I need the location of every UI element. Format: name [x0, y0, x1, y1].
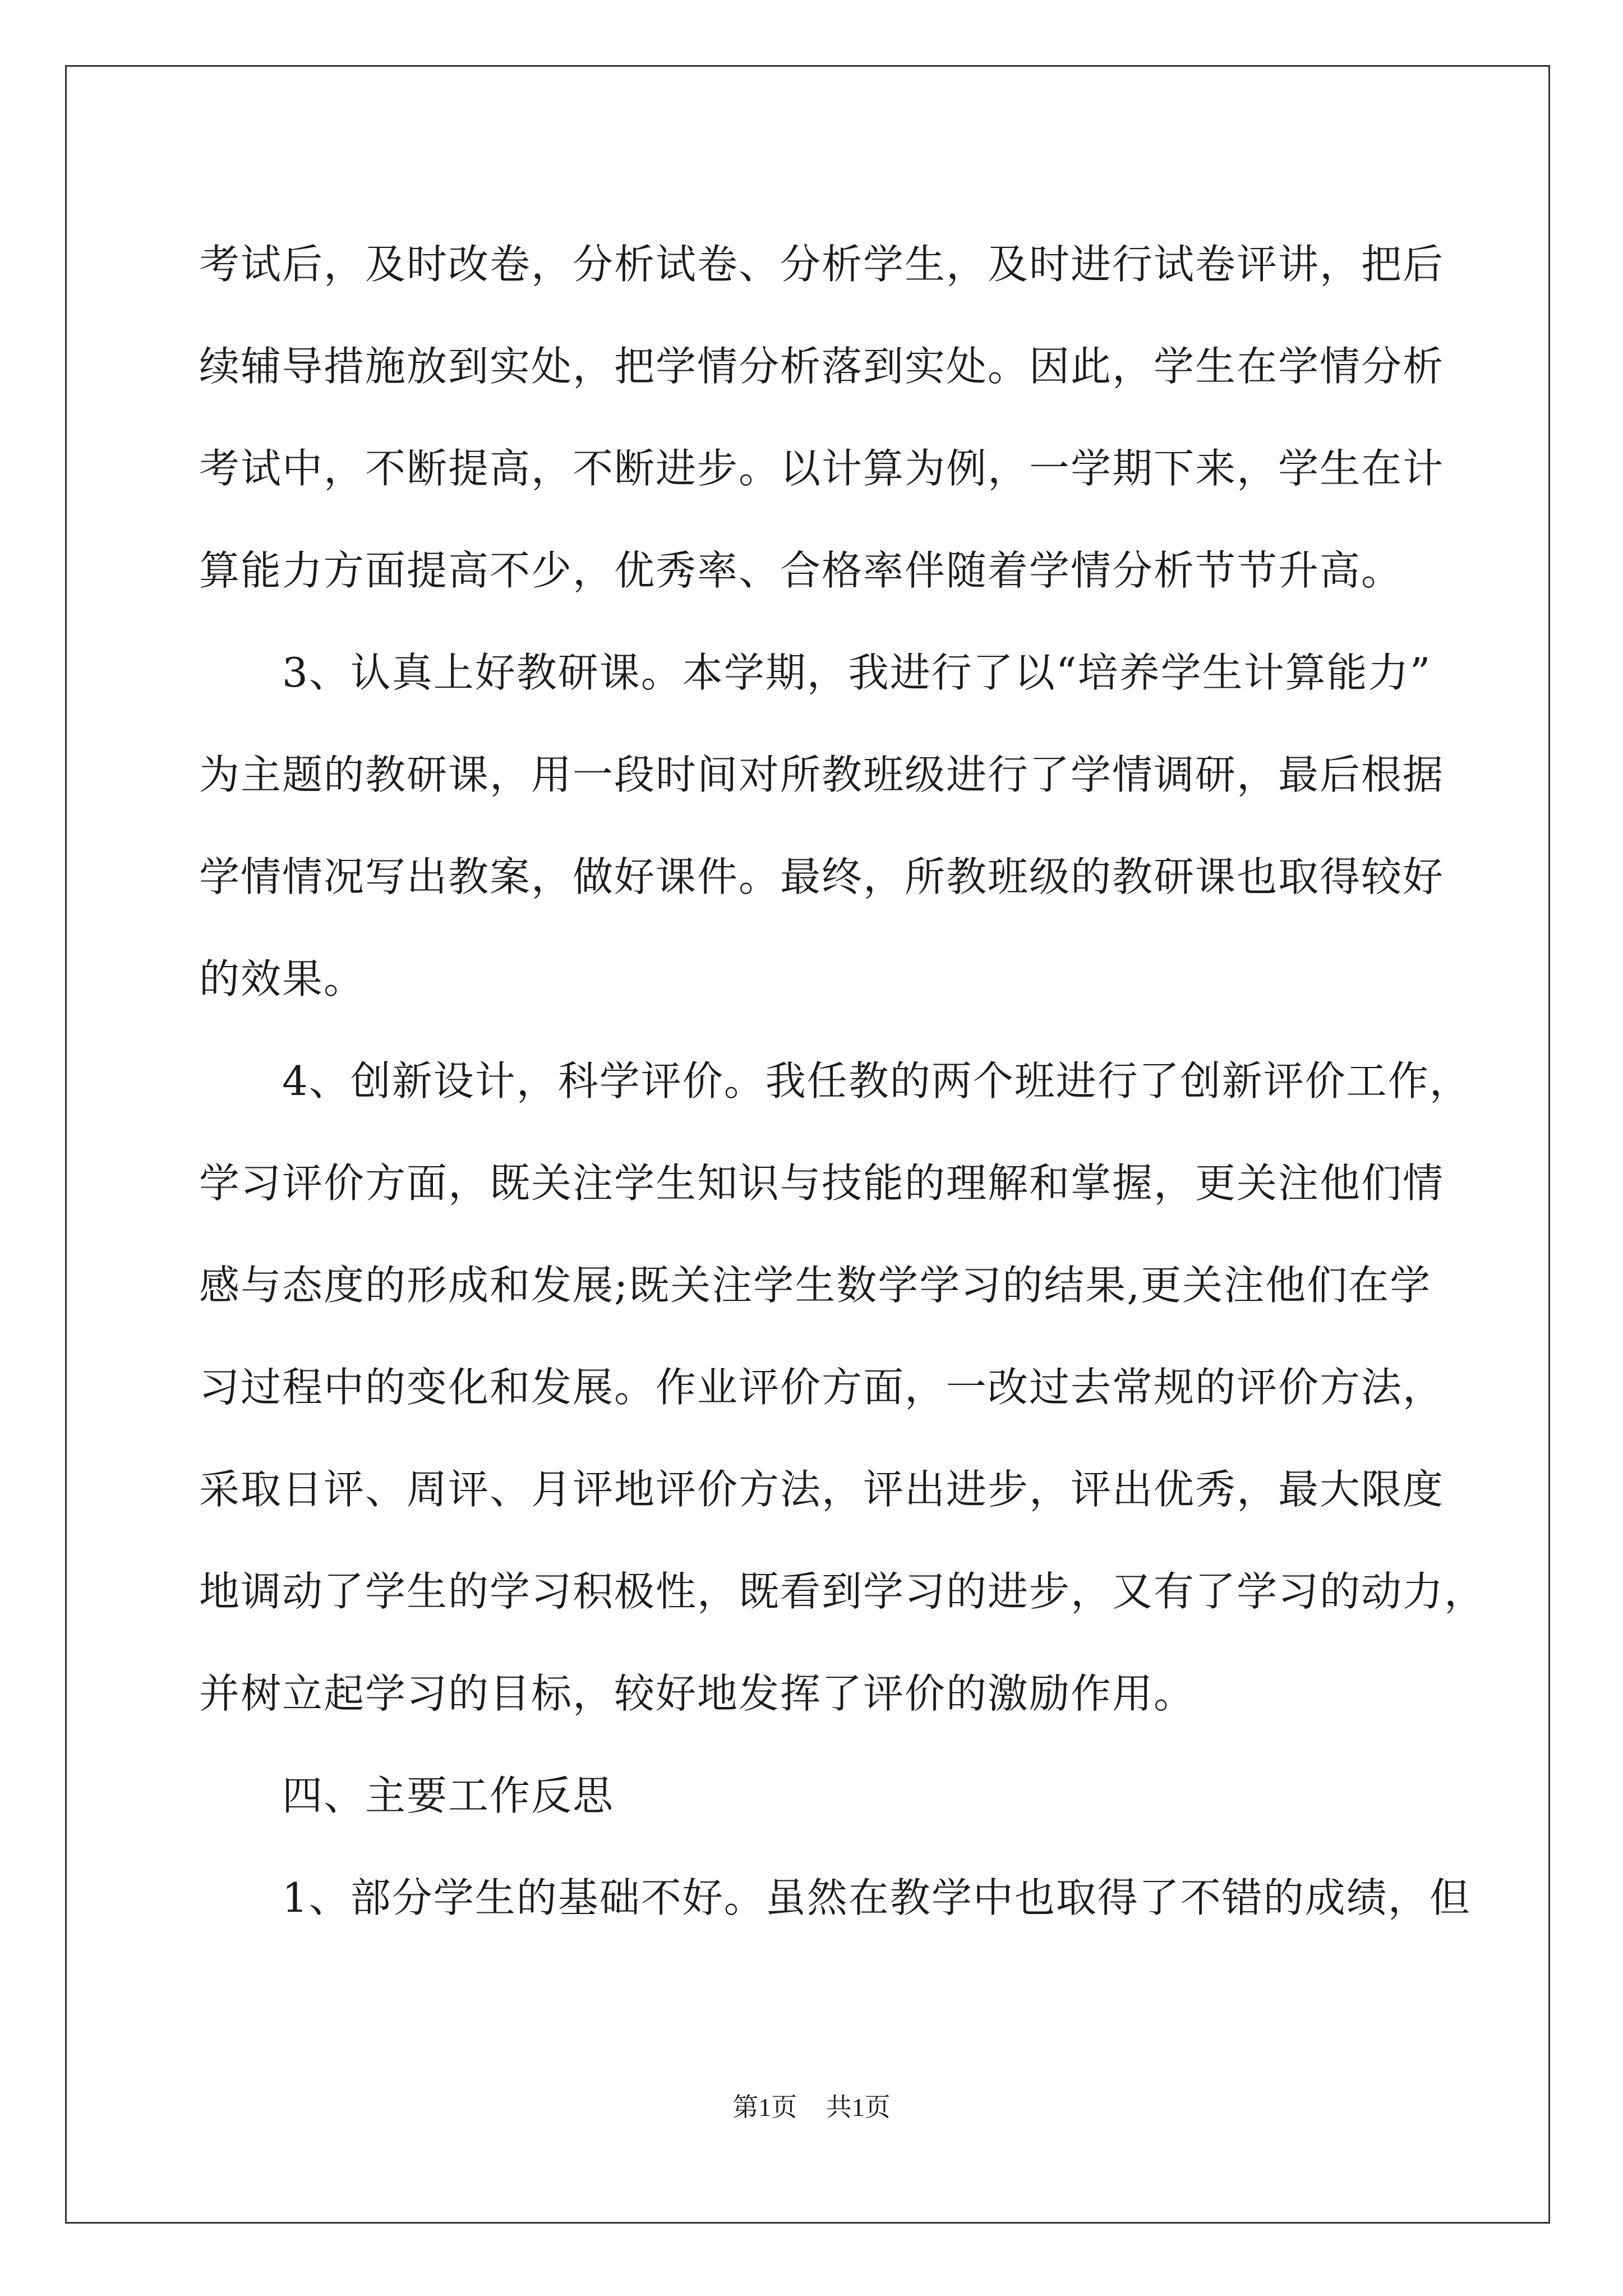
text-line: 并树立起学习的目标，较好地发挥了评价的激励作用。	[199, 1670, 1196, 1717]
text-line: 采取日评、周评、月评地评价方法，评出进步，评出优秀，最大限度	[199, 1466, 1445, 1513]
text-line: 感与态度的形成和发展;既关注学生数学学习的结果,更关注他们在学	[199, 1262, 1432, 1309]
text-line: 续辅导措施放到实处，把学情分析落到实处。因此，学生在学情分析	[199, 343, 1445, 390]
text-line: 学情情况写出教案，做好课件。最终，所教班级的教研课也取得较好	[199, 853, 1445, 900]
text-line: 学习评价方面，既关注学生知识与技能的理解和掌握，更关注他们情	[199, 1159, 1445, 1207]
page-footer	[0, 2087, 1623, 2124]
text-line: 习过程中的变化和发展。作业评价方面，一改过去常规的评价方法，	[199, 1364, 1445, 1411]
text-line: 地调动了学生的学习积极性，既看到学习的进步，又有了学习的动力，	[199, 1568, 1486, 1615]
page-total: 共1页	[826, 2093, 891, 2122]
section-heading: 四、主要工作反思	[282, 1772, 615, 1819]
text-line: 的效果。	[199, 955, 366, 1002]
paragraph-start-line: 3、认真上好教研课。本学期，我进行了以“培养学生计算能力”	[282, 649, 1432, 696]
text-line: 算能力方面提高不少，优秀率、合格率伴随着学情分析节节升高。	[199, 547, 1403, 594]
text-line: 考试中，不断提高，不断进步。以计算为例，一学期下来，学生在计	[199, 445, 1445, 492]
document-body	[199, 213, 1486, 1949]
paragraph-start-line: 4、创新设计，科学评价。我任教的两个班进行了创新评价工作，	[282, 1057, 1471, 1105]
text-line: 考试后，及时改卷，分析试卷、分析学生，及时进行试卷评讲，把后	[199, 241, 1445, 288]
page-number: 第1页	[732, 2093, 797, 2122]
text-line: 为主题的教研课，用一段时间对所教班级进行了学情调研，最后根据	[199, 751, 1445, 798]
paragraph-start-line: 1、部分学生的基础不好。虽然在教学中也取得了不错的成绩，但	[282, 1874, 1471, 1921]
